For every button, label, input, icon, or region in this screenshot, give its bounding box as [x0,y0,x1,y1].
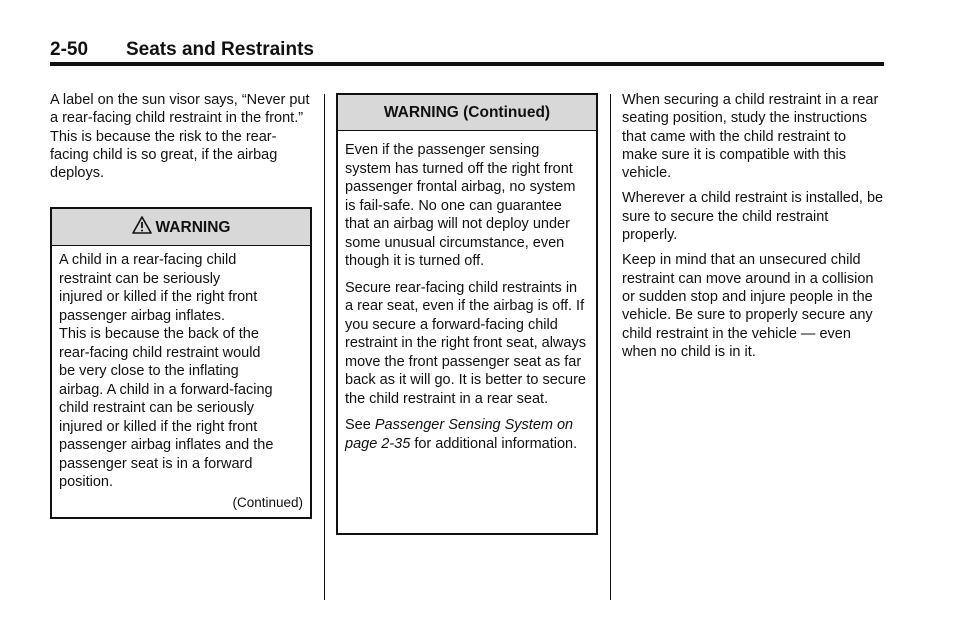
page-number: 2-50 [50,39,89,60]
warning-text [52,246,310,512]
warning-line: restraint can be seriously [59,270,221,287]
intro-paragraph: A label on the sun visor says, “Never put a rear-facing child restraint in the front.” This is because the risk to the rear-facing child is so great, if the airbag deploys. [50,92,310,182]
warning-line: airbag. A child in a forward-facing [59,381,273,398]
warning-line: rear-facing child restraint would [59,344,261,361]
warning-line: passenger seat is in a forward [59,455,253,472]
warning-box [50,207,312,519]
warning-line: be very close to the inflating [59,363,239,379]
warning-line: injured or killed if the right front [59,418,258,435]
column-divider-1 [324,94,325,600]
column-divider-2 [610,94,611,600]
warning-line: position. [59,474,114,490]
col3-paragraph-2: Wherever a child restraint is installed, be sure to secure the child restraint properly. [622,190,884,244]
warning-line: passenger airbag inflates. [59,307,226,324]
warning-continued-box [336,93,598,535]
warning-paragraph-2: Secure rear-facing child restraints in a rear seat, even if the airbag is off. If you secure a forward-facing child restraint in the right front seat, always move the front passenger seat as far back as it will go. It is better to secure the child restraint in a rear seat. [345,279,586,407]
warning-paragraph-3 [345,416,589,453]
warning-continued-text [338,131,596,453]
warning-heading [52,209,310,246]
warning-continued-heading: WARNING (Continued) [338,95,596,131]
warning-line: A child in a rear-facing child [59,252,237,268]
warning-paragraph-1: Even if the passenger sensing system has turned off the right front passenger frontal airbag, no system is fail-safe. No one can guarantee that an airbag will not deploy under some unusual circumstance, even though it is turned off. [345,142,576,269]
section-title: Seats and Restraints [126,39,314,60]
col3-paragraph-1: When securing a child restraint in a rear seating position, study the instructions that came with the child restraint to make sure it is compatible with this vehicle. [622,92,879,182]
header-rule [50,62,884,66]
col3-paragraph-3: Keep in mind that an unsecured child restraint can move around in a collision or sudden stop and injure people in the vehicle. Be sure to properly secure any child restraint in the vehicle — even when no child is in it. [622,252,874,360]
see-suffix: for additional information. [410,435,578,452]
warning-line: passenger airbag inflates and the [59,437,274,453]
warning-title: WARNING [155,219,231,236]
warning-triangle-icon [132,216,152,234]
cross-reference-link[interactable]: Passenger Sensing System on page 2-35 [345,417,574,452]
warning-line: child restraint can be seriously [59,400,255,416]
column-3-text [622,91,884,361]
continued-label: (Continued) [232,494,303,510]
warning-line: This is because the back of the [59,326,259,342]
see-prefix: See [345,417,375,433]
warning-line: injured or killed if the right front [59,289,258,305]
